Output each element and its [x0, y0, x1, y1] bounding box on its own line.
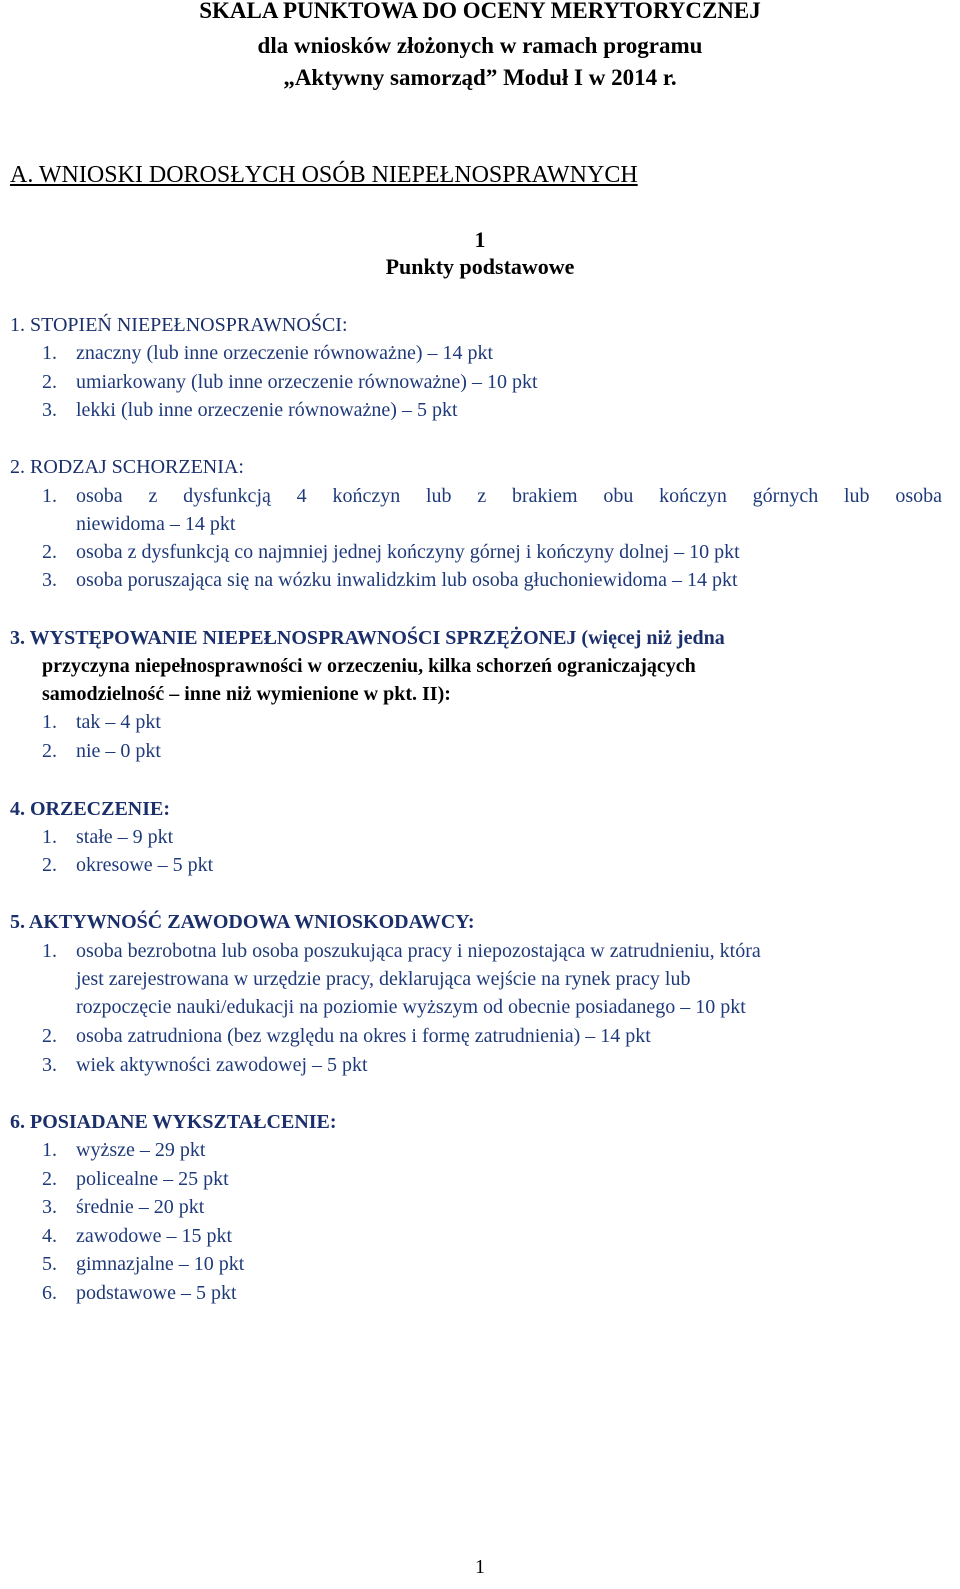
section-2-item-1-text: osoba z dysfunkcją 4 kończyn lub z brakiem obu kończyn górnych lub osoba — [76, 485, 942, 507]
item-text: osoba z dysfunkcją co najmniej jednej kończyny górnej i kończyny dolnej – 10 pkt — [76, 541, 740, 563]
section-5-item-1-cont-2: rozpoczęcie nauki/edukacji na poziomie wyższym od obecnie posiadanego – 10 pkt — [76, 996, 746, 1018]
section-4-heading: 4. ORZECZENIE: — [10, 798, 171, 820]
item-text: nie – 0 pkt — [76, 740, 161, 762]
section-5-item-3 — [42, 1051, 368, 1079]
page-number: 1 — [475, 1556, 485, 1578]
section-2-heading: 2. RODZAJ SCHORZENIA: — [10, 456, 244, 478]
item-number: 1. — [42, 940, 57, 962]
item-text: osoba zatrudniona (bez względu na okres i formę zatrudnienia) – 14 pkt — [76, 1025, 651, 1047]
item-number: 5. — [42, 1253, 57, 1275]
item-number: 1. — [42, 1139, 57, 1161]
section-2-item-1-cont: niewidoma – 14 pkt — [76, 513, 236, 535]
column-number: 1 — [474, 227, 486, 252]
section-6-item-2 — [42, 1165, 229, 1193]
item-text: osoba poruszająca się na wózku inwalidzkim lub osoba głuchoniewidoma – 14 pkt — [76, 569, 738, 591]
item-text: wyższe – 29 pkt — [76, 1139, 206, 1161]
section-1-item-1 — [42, 339, 493, 367]
section-6-heading: 6. POSIADANE WYKSZTAŁCENIE: — [10, 1111, 337, 1133]
section-6-item-6 — [42, 1279, 237, 1307]
item-number: 2. — [42, 1168, 57, 1190]
section-6-item-5 — [42, 1250, 244, 1278]
item-text: zawodowe – 15 pkt — [76, 1225, 233, 1247]
item-text: podstawowe – 5 pkt — [76, 1282, 237, 1304]
item-number: 2. — [42, 1025, 57, 1047]
item-text: gimnazjalne – 10 pkt — [76, 1253, 245, 1275]
section-2-item-2 — [42, 538, 740, 566]
item-number: 3. — [42, 1054, 57, 1076]
section-3-item-1 — [42, 708, 161, 736]
document-title-line-2: dla wniosków złożonych w ramach programu — [257, 33, 703, 58]
item-number: 3. — [42, 1196, 57, 1218]
section-5-item-1-cont: jest zarejestrowana w urzędzie pracy, deklarująca wejście na rynek pracy lub — [76, 968, 691, 990]
item-number: 6. — [42, 1282, 57, 1304]
section-1-item-2 — [42, 368, 538, 396]
item-number: 1. — [42, 342, 57, 364]
item-text: osoba bezrobotna lub osoba poszukująca pracy i niepozostająca w zatrudnieniu, która — [76, 940, 761, 962]
item-number: 1. — [42, 826, 57, 848]
item-number: 2. — [42, 371, 57, 393]
section-6-item-4 — [42, 1222, 232, 1250]
column-label: Punkty podstawowe — [385, 254, 575, 279]
item-text: umiarkowany (lub inne orzeczenie równoważne) – 10 pkt — [76, 371, 538, 393]
section-5-heading: 5. AKTYWNOŚĆ ZAWODOWA WNIOSKODAWCY: — [10, 911, 475, 933]
item-text: policealne – 25 pkt — [76, 1168, 229, 1190]
section-3-heading-cont-1: przyczyna niepełnosprawności w orzeczeniu, kilka schorzeń ograniczających — [42, 655, 696, 677]
item-text: tak – 4 pkt — [76, 711, 161, 733]
item-number: 3. — [42, 569, 57, 591]
item-text: lekki (lub inne orzeczenie równoważne) – 5 pkt — [76, 399, 458, 421]
section-3-heading-cont-2: samodzielność – inne niż wymienione w pkt. II): — [42, 683, 451, 705]
item-text: znaczny (lub inne orzeczenie równoważne) – 14 pkt — [76, 342, 494, 364]
item-number: 3. — [42, 399, 57, 421]
item-number: 1. — [42, 711, 57, 733]
section-2-item-3 — [42, 566, 738, 594]
item-number: 2. — [42, 854, 57, 876]
section-5-item-2 — [42, 1022, 651, 1050]
section-6-item-1 — [42, 1136, 205, 1164]
item-text: stałe – 9 pkt — [76, 826, 174, 848]
section-a-heading: A. WNIOSKI DOROSŁYCH OSÓB NIEPEŁNOSPRAWNYCH — [10, 162, 638, 188]
section-4-item-1 — [42, 823, 173, 851]
document-title-line-3: „Aktywny samorząd” Moduł I w 2014 r. — [283, 65, 677, 90]
section-2-item-1 — [42, 482, 76, 510]
item-text: wiek aktywności zawodowej – 5 pkt — [76, 1054, 368, 1076]
section-4-item-2 — [42, 851, 213, 879]
item-text: średnie – 20 pkt — [76, 1196, 205, 1218]
section-1-heading: 1. STOPIEŃ NIEPEŁNOSPRAWNOŚCI: — [10, 314, 348, 336]
item-text: okresowe – 5 pkt — [76, 854, 214, 876]
section-6-item-3 — [42, 1193, 204, 1221]
item-number: 2. — [42, 541, 57, 563]
section-3-heading: 3. WYSTĘPOWANIE NIEPEŁNOSPRAWNOŚCI SPRZĘŻONEJ (więcej niż jedna — [10, 627, 725, 649]
section-1-item-3 — [42, 396, 458, 424]
section-5-item-1 — [42, 937, 761, 965]
item-number: 1. — [42, 485, 57, 507]
section-3-item-2 — [42, 737, 161, 765]
document-title-line-1: SKALA PUNKTOWA DO OCENY MERYTORYCZNEJ — [199, 0, 761, 23]
item-number: 4. — [42, 1225, 57, 1247]
item-number: 2. — [42, 740, 57, 762]
